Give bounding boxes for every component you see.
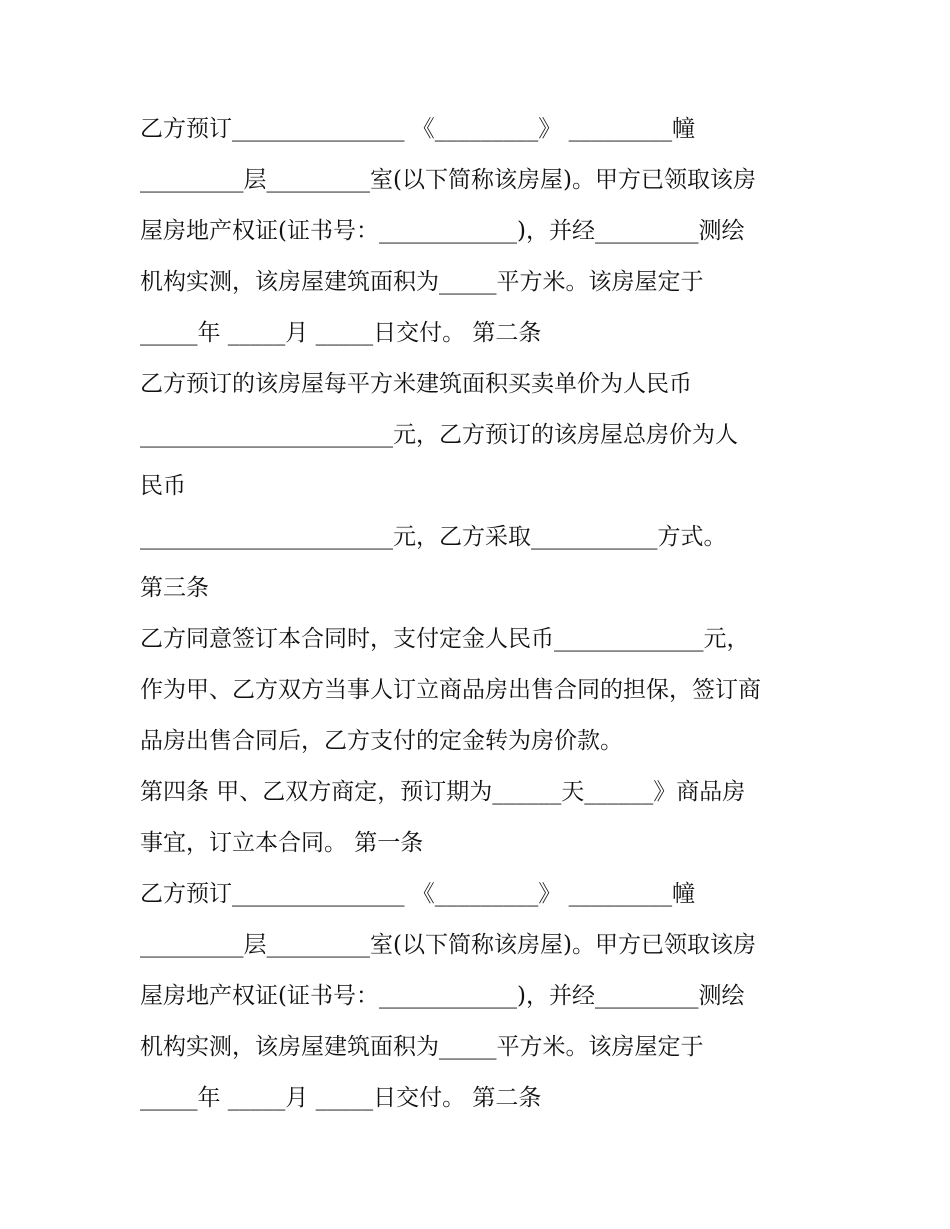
section-heading: 第三条 <box>140 575 209 601</box>
text-line: 屋房地产权证(证书号：____________)，并经_________测绘 <box>140 983 745 1009</box>
text-line: _____年 _____月 _____日交付。 第二条 <box>140 1085 542 1111</box>
text-line: ______________________元，乙方预订的该房屋总房价为人 <box>140 422 738 448</box>
text-line: 第四条 甲、乙双方商定，预订期为______天______》商品房 <box>140 779 746 805</box>
text-line: 作为甲、乙方双方当事人订立商品房出售合同的担保，签订商 <box>140 677 761 703</box>
text-line: 品房出售合同后，乙方支付的定金转为房价款。 <box>140 728 623 754</box>
text-line: _________层_________室(以下简称该房屋)。甲方已领取该房 <box>140 932 756 958</box>
text-line: _________层_________室(以下简称该房屋)。甲方已领取该房 <box>140 167 756 193</box>
text-line: 事宜，订立本合同。 第一条 <box>140 830 424 856</box>
text-line: 乙方预订_______________ 《_________》 _________幢 <box>140 881 696 907</box>
text-line: _____年 _____月 _____日交付。 第二条 <box>140 320 542 346</box>
text-line: 乙方同意签订本合同时，支付定金人民币_____________元， <box>140 626 750 652</box>
text-line: 机构实测，该房屋建筑面积为_____平方米。该房屋定于 <box>140 269 704 295</box>
text-line: 乙方预订_______________ 《_________》 _________幢 <box>140 116 696 142</box>
text-line: 乙方预订的该房屋每平方米建筑面积买卖单价为人民币 <box>140 371 692 397</box>
text-line: 民币 <box>140 473 186 499</box>
text-line: ______________________元，乙方采取___________方式。 <box>140 524 727 550</box>
text-line: 机构实测，该房屋建筑面积为_____平方米。该房屋定于 <box>140 1034 704 1060</box>
text-line: 屋房地产权证(证书号：____________)，并经_________测绘 <box>140 218 745 244</box>
